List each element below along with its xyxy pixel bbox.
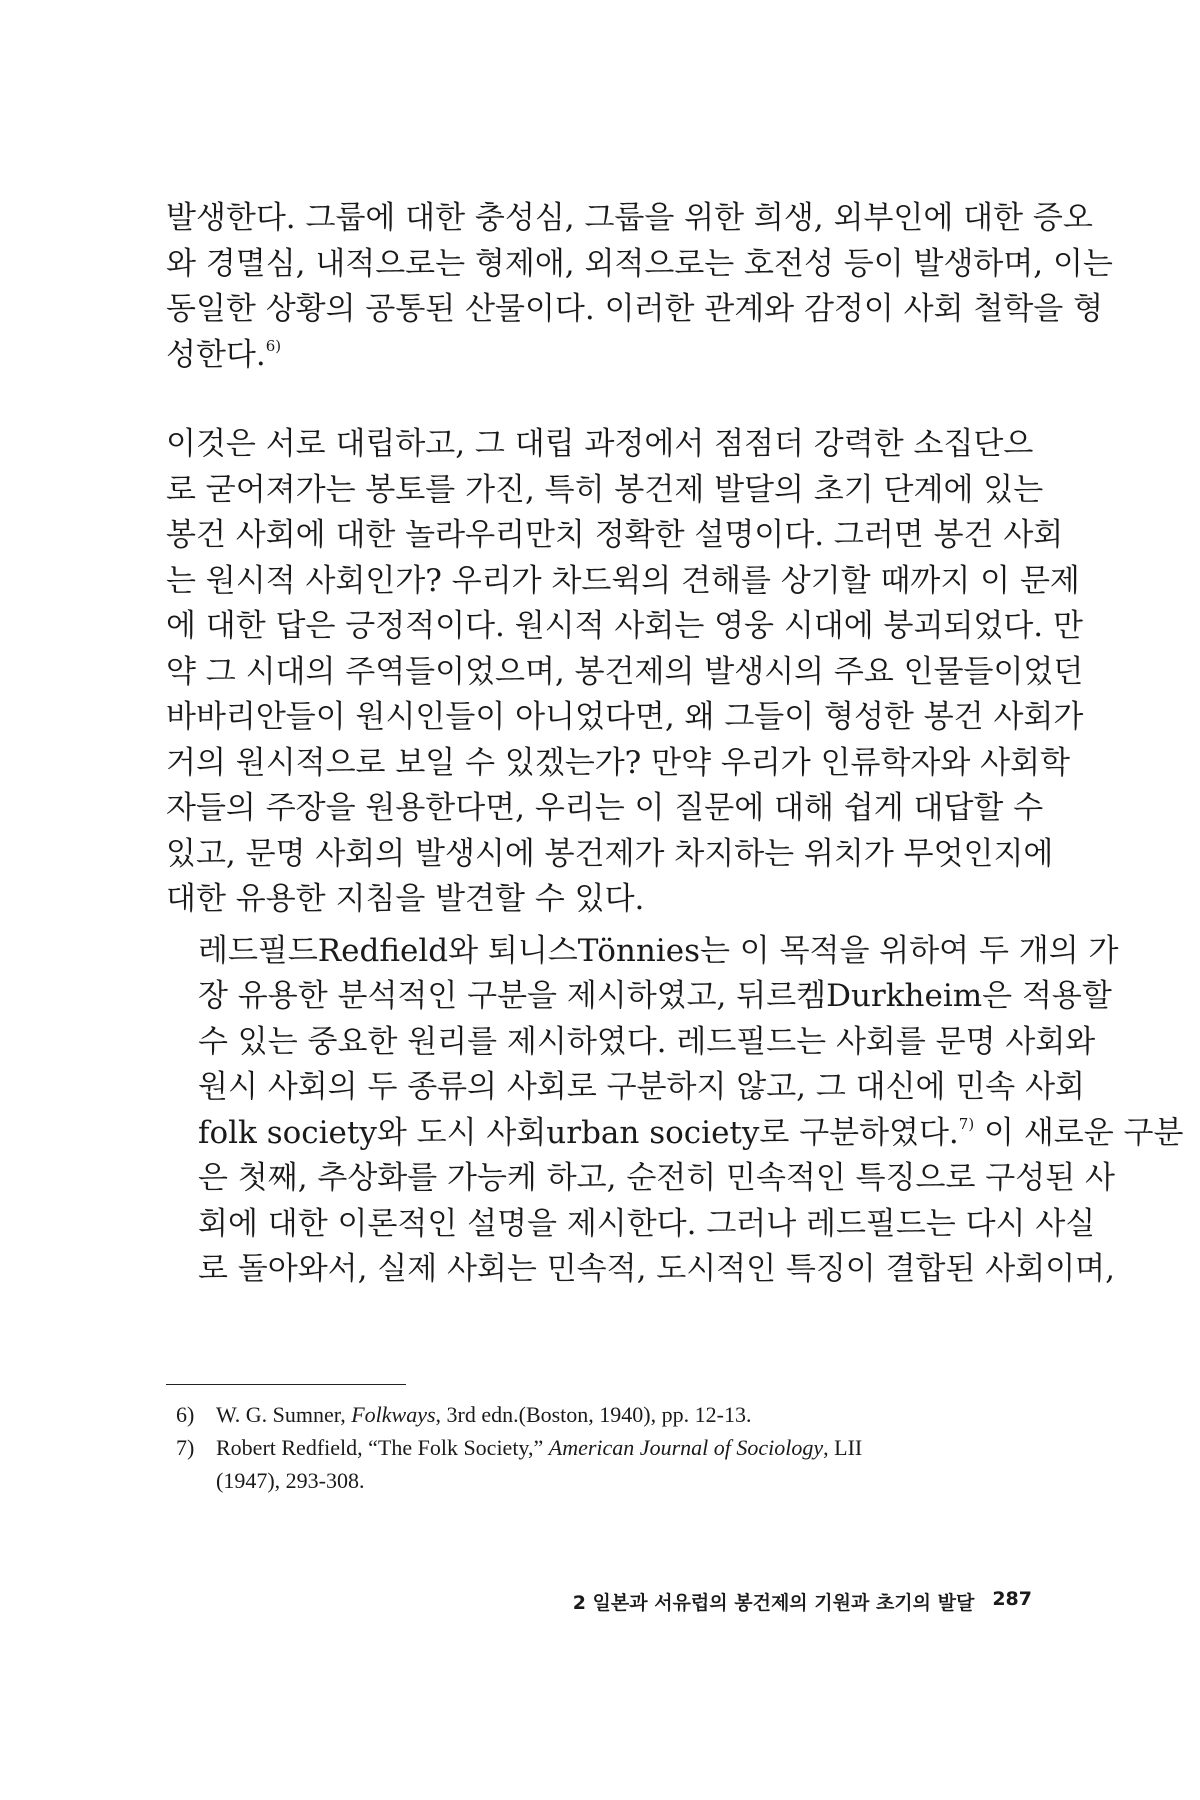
text-line: 바바리안들이 원시인들이 아니었다면, 왜 그들이 형성한 봉건 사회가: [166, 699, 1084, 735]
text-line: 약 그 시대의 주역들이었으며, 봉건제의 발생시의 주요 인물들이었던: [166, 653, 1084, 690]
text-fragment: folk society와 도시 사회urban society로 구분하였다.: [198, 1114, 959, 1151]
page-footer: [440, 1588, 1032, 1615]
text-line: 회에 대한 이론적인 설명을 제시한다. 그러나 레드필드는 다시 사실: [198, 1205, 1096, 1242]
running-title: 2 일본과 서유럽의 봉건제의 기원과 초기의 발달: [572, 1592, 975, 1614]
footnote-title: Folkways: [351, 1402, 436, 1427]
text-line: 에 대한 답은 긍정적이다. 원시적 사회는 영웅 시대에 붕괴되었다. 만: [166, 608, 1083, 644]
text-line: 레드필드Redfield와 퇴니스Tönnies는 이 목적을 위하여 두 개의 가: [198, 932, 1119, 969]
text-line: 장 유용한 분석적인 구분을 제시하였고, 뒤르켐Durkheim은 적용할: [198, 978, 1112, 1014]
footnote-ref-7: 7): [958, 1114, 975, 1133]
footnote-6: [176, 1398, 1026, 1431]
footnote-rest: , 3rd edn.(Boston, 1940), pp. 12-13.: [435, 1402, 752, 1427]
footnote-divider: [166, 1384, 406, 1385]
footnote-body: [216, 1398, 1026, 1431]
footnotes: [176, 1398, 1026, 1497]
text-line: 는 원시적 사회인가? 우리가 차드윅의 견해를 상기할 때까지 이 문제: [166, 562, 1080, 599]
footnote-7: [176, 1431, 1026, 1497]
text-line: [166, 333, 1026, 379]
text-line: 거의 원시적으로 보일 수 있겠는가? 만약 우리가 인류학자와 사회학: [166, 744, 1070, 781]
footnote-author: W. G. Sumner,: [216, 1402, 352, 1427]
footnote-journal: American Journal of Sociology: [548, 1435, 824, 1460]
footnote-ref-6: 6): [265, 336, 282, 355]
footnote-rest: , LII: [823, 1435, 863, 1460]
paragraph-3: [166, 929, 1184, 1293]
body-text: [166, 196, 1184, 1293]
text-line: 봉건 사회에 대한 놀라우리만치 정확한 설명이다. 그러면 봉건 사회: [166, 517, 1064, 553]
footnote-author: Robert Redfield, “The Folk Society,”: [216, 1435, 549, 1460]
text-line: 동일한 상황의 공통된 산물이다. 이러한 관계와 감정이 사회 철학을 형: [166, 291, 1104, 327]
footnote-body: [216, 1431, 1026, 1497]
text-line: 발생한다. 그룹에 대한 충성심, 그룹을 위한 희생, 외부인에 대한 증오: [166, 200, 1093, 236]
text-line: 와 경멸심, 내적으로는 형제애, 외적으로는 호전성 등이 발생하며, 이는: [166, 245, 1113, 282]
text-line: 로 굳어져가는 봉토를 가진, 특히 봉건제 발달의 초기 단계에 있는: [166, 471, 1044, 508]
text-fragment: 성한다.: [166, 336, 266, 373]
page-number: 287: [992, 1588, 1032, 1610]
text-line: 은 첫째, 추상화를 가능케 하고, 순전히 민속적인 특징으로 구성된 사: [198, 1160, 1115, 1196]
text-line: 이것은 서로 대립하고, 그 대립 과정에서 점점더 강력한 소집단으: [166, 426, 1034, 462]
text-line: 대한 유용한 지침을 발견할 수 있다.: [166, 881, 645, 917]
text-line: 자들의 주장을 원용한다면, 우리는 이 질문에 대해 쉽게 대답할 수: [166, 790, 1044, 826]
text-line: 원시 사회의 두 종류의 사회로 구분하지 않고, 그 대신에 민속 사회: [198, 1069, 1085, 1105]
text-line: [166, 1111, 1184, 1157]
footnote-number: 7): [176, 1435, 195, 1460]
footnote-rest: (1947), 293-308.: [216, 1468, 365, 1493]
paragraph-2: [166, 422, 1084, 923]
text-fragment: 이 새로운 구분: [974, 1114, 1184, 1151]
text-line: 수 있는 중요한 원리를 제시하였다. 레드필드는 사회를 문명 사회와: [198, 1023, 1096, 1060]
text-line: 로 돌아와서, 실제 사회는 민속적, 도시적인 특징이 결합된 사회이며,: [198, 1251, 1115, 1287]
paragraph-1: [166, 196, 1113, 378]
footnote-number: 6): [176, 1402, 195, 1427]
text-line: 있고, 문명 사회의 발생시에 봉건제가 차지하는 위치가 무엇인지에: [166, 835, 1054, 872]
